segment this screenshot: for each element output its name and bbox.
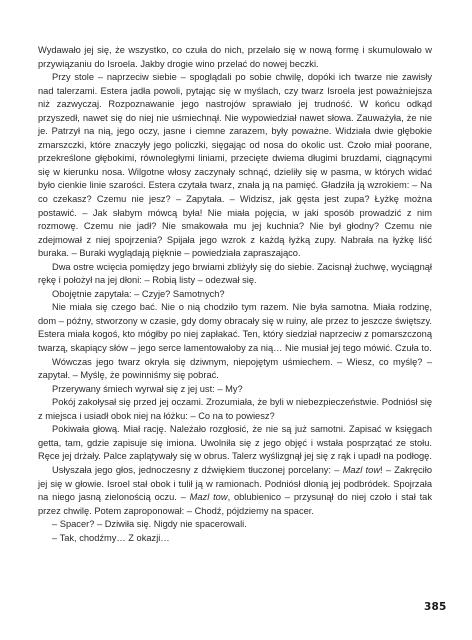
paragraph (38, 261, 432, 288)
paragraph (38, 288, 432, 302)
paragraph (38, 44, 432, 71)
paragraph (38, 464, 432, 518)
paragraph-text: Dwa ostre wcięcia pomiędzy jego brwiami zbliżyły się do siebie. Zacisnął żuchwę, wyciągnął rękę i położył na jej dłoni: – Robią listy – odezwał się. (38, 261, 432, 286)
emphasized-text: Mazl tow (189, 492, 228, 503)
paragraph-text: Wydawało jej się, że wszystko, co czuła do nich, przelało się w nową formę i skumulowało w przywiązaniu do Isroela. Jakby drogie wino przelać do nowej beczki. (38, 45, 432, 69)
paragraph-text: ! – Zakręciło jej się w głowie. Isroel stał obok i tulił ją w ramionach. Podniósł dłonią jej podbródek. Spojrzała na niego jasną zielonością oczu. – (38, 464, 432, 503)
paragraph-text: Obojętnie zapytała: – Czyje? Samotnych? (52, 288, 225, 299)
paragraph (38, 518, 432, 532)
paragraph-text: Wówczas jego twarz okryła się dziwnym, niepojętym uśmiechem. – Wiesz, co myślę? – zapytał. – Myślę, że powinniśmy się pobrać. (38, 356, 432, 381)
paragraph (38, 301, 432, 355)
page-number: 385 (424, 601, 447, 613)
paragraph-text: Przerywany śmiech wyrwał się z jej ust: – My? (52, 383, 243, 394)
paragraph-text: – Spacer? – Dziwiła się. Nigdy nie spacerowali. (52, 519, 247, 530)
paragraph-text: Pokiwała głową. Miał rację. Należało rozgłosić, że nie są już samotni. Zapisać w księgach getta, tam, gdzie zapisuje się imiona. Uwolniła się z jego objęć i wstała posprzątać ze stołu. Ręce jej drżały. Palce zaplątywały się w obrus. Talerz wyślizgnął jej się z rąk i upadł na podłogę. (38, 424, 432, 462)
paragraph (38, 423, 432, 464)
paragraph (38, 71, 432, 261)
paragraph (38, 383, 432, 397)
paragraph-text: Usłyszała jego głos, jednoczesny z dźwiękiem tłuczonej porcelany: – (52, 464, 343, 475)
paragraph (38, 396, 432, 423)
paragraph-text: – Tak, chodźmy… Z okazji… (52, 532, 170, 543)
paragraph (38, 532, 432, 546)
body-text (38, 44, 432, 545)
paragraph (38, 356, 432, 383)
emphasized-text: Mazl tow (342, 464, 381, 475)
paragraph-text: Przy stole – naprzeciw siebie – spoglądali po sobie chwilę, dopóki ich twarze nie zawisły nad talerzami. Estera jadła powoli, pytając się w myślach, czy twarz Isroela jest poważniejsza niż zazwyczaj. Rozpoznawanie jego nastrojów sprawiało jej trudność. W końcu odkąd przyszedł, nawet się do niej nie uśmiechnął. Nie wypowiedział nawet słowa. Zauważyła, że nie je. Patrzył na nią, jego oczy, jasne i ciemne zarazem, były poważne. Widziała dwie głębokie zmarszczki, które znaczyły jego policzki, sięgając od nosa do okolic ust. Czoło miał poorane, przekreślone głębokimi, równoległymi liniami, przecięte dwiema długimi bruzdami, ciągnącymi się w kierunku nosa. Wilgotne włosy zaczynały schnąć, dzieliły się w pasma, w których widać było cienkie linie szarości. Estera czytała twarz, znała ją na pamięć. Gładziła ją wzrokiem: – Na co czekasz? Czemu nie jesz? – Zapytała. – Widzisz, jak gęsta jest zupa? Łyżkę można postawić. – Jak słabym mówcą była! Nie miała pojęcia, w jaki sposób prowadzić z nim rozmowę. Czemu nie jadł? Nie smakowała mu jej kuchnia? Nie był głodny? Czemu nie zdejmował z niej spojrzenia? Spijała jego wzrok z każdą łyżką zupy. Nabrała na łyżkę liść buraka. – Buraki wyglądają pięknie – powiedziała zapraszająco. (38, 72, 432, 259)
paragraph-text: Pokój zakołysał się przed jej oczami. Zrozumiała, że byli w niebezpieczeństwie. Podniósł się z miejsca i usiadł obok niej na łóżku: – Co na to powiesz? (38, 397, 432, 421)
paragraph-text: , oblubienico – przysunął do niej czoło i stał tak przez chwilę. Potem zaproponował: – Chodź, pójdziemy na spacer. (38, 492, 432, 516)
paragraph-text: Nie miała się czego bać. Nie o nią chodziło tym razem. Nie była samotna. Miała rodzinę, dom – późny, stworzony w czasie, gdy domy obracały się w ruiny, ale przez to jeszcze świętszy. Estera miała kogoś, kto mógłby po niej zapłakać. Ten, który siedział naprzeciw z pomarszczoną twarzą, skapiący słów – jego serce lamentowałoby za nią… Nie musiał jej tego mówić. Czuła to. (38, 302, 432, 354)
